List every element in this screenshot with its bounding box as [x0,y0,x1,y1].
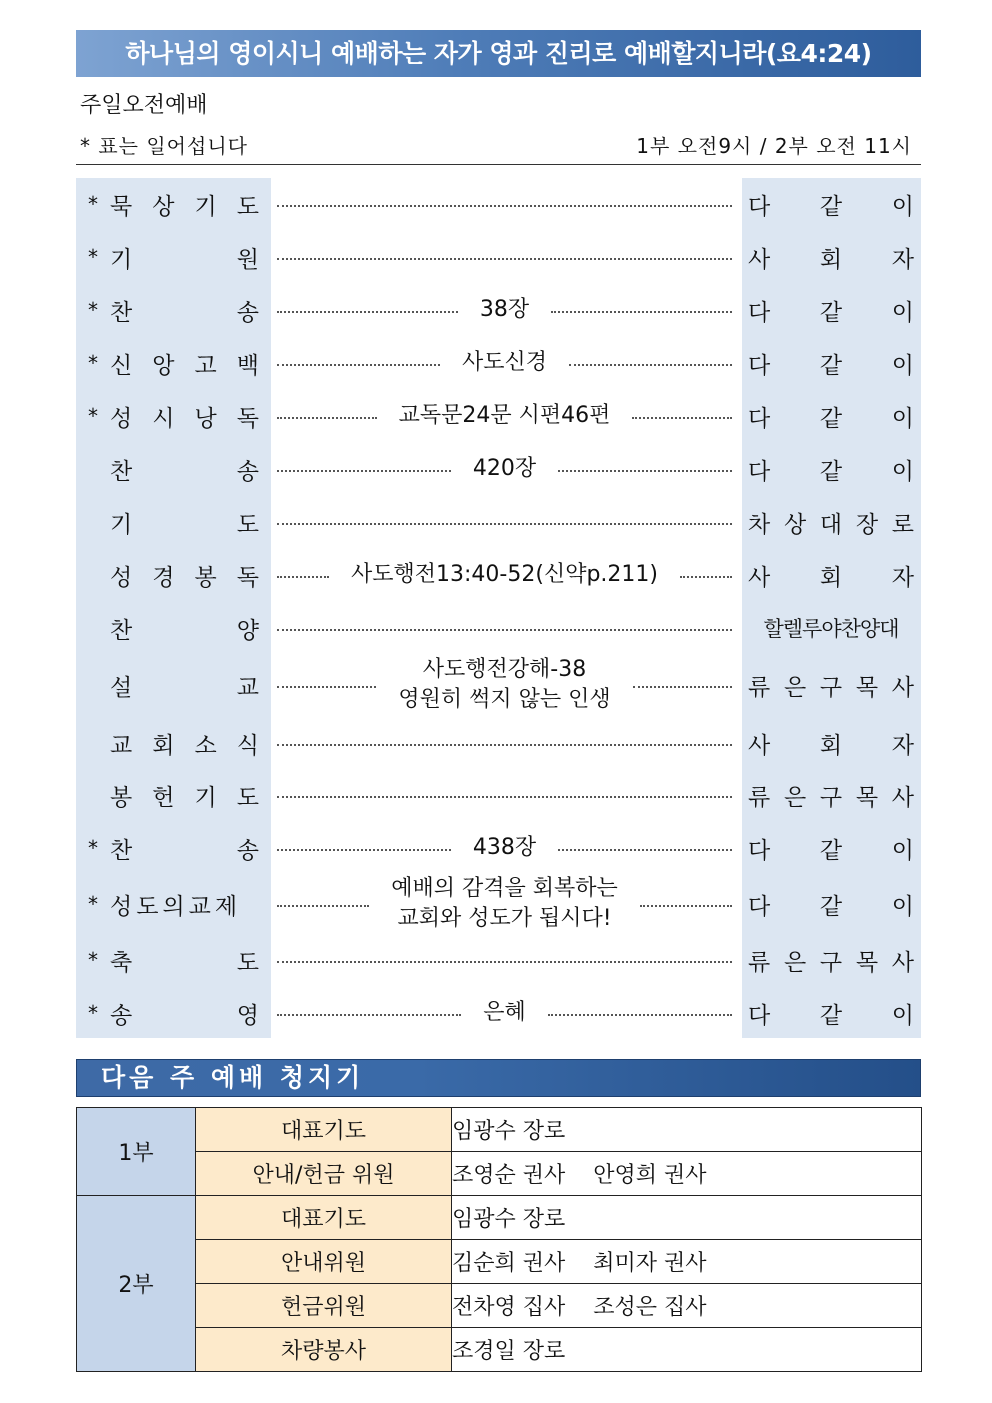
glyph: 차 [748,511,771,538]
person-cell: 김순희 권사 최미자 권사 [452,1240,922,1284]
person-cell: 전차영 집사 조성은 집사 [452,1284,922,1328]
glyph: 이 [891,837,914,864]
order-item [76,182,921,226]
item-label [110,559,271,592]
item-leader [748,241,914,274]
order-item [76,655,921,715]
item-content [271,454,736,484]
glyph: 장 [855,511,879,538]
stand-marker: * [88,948,98,972]
glyph: 다 [748,1002,771,1029]
glyph: 설 [110,674,133,701]
glyph: 사 [748,564,771,591]
content-text: 사도신경 [462,350,548,375]
glyph: 묵 [110,193,133,220]
person-cell: 임광수 장로 [452,1108,922,1152]
item-label [110,400,271,433]
content-line: 예배의 감격을 회복하는 [391,876,618,901]
glyph: 경 [152,564,175,591]
glyph: 원 [236,246,259,273]
glyph: 교 [110,732,133,759]
glyph: 상 [783,511,807,538]
glyph: 앙 [152,352,175,379]
service-name: 주일오전예배 [80,93,208,118]
glyph: 기 [110,246,133,273]
glyph: 기 [110,511,133,538]
order-item [76,606,921,650]
glyph: 회 [819,246,843,273]
item-label [110,453,271,486]
item-label [110,997,271,1030]
item-leader [748,832,914,865]
item-leader [748,506,914,539]
item-leader [748,997,914,1030]
item-content [271,560,736,590]
part-label: 2부 [77,1196,196,1372]
glyph: 성 [110,564,133,591]
stand-note: * 표는 일어섭니다 [80,134,248,158]
glyph: 다 [748,405,771,432]
glyph: 사 [748,732,771,759]
glyph: 송 [110,1002,133,1029]
item-content [271,348,736,378]
person-cell: 조영순 권사 안영희 권사 [452,1152,922,1196]
stand-marker: * [88,351,98,375]
leader-dots [277,905,369,907]
leader-dots [551,311,732,313]
item-leader [748,669,914,702]
glyph: 이 [891,405,914,432]
item-content [271,655,736,715]
glyph: 기 [194,784,217,811]
leader-dots [277,744,732,746]
item-content [271,833,736,863]
content-line: 교회와 성도가 됩시다! [397,906,612,931]
service-times: 1부 오전9시 / 2부 오전 11시 [636,134,912,158]
glyph: 헌 [152,784,175,811]
item-label [110,669,271,702]
leader-dots [277,417,377,419]
glyph: 찬 [110,299,133,326]
order-item [76,773,921,817]
glyph: 이 [891,893,914,920]
glyph: 구 [819,949,843,976]
role-cell: 대표기도 [196,1108,452,1152]
leader-dots [277,470,451,472]
part-label: 1부 [77,1108,196,1196]
glyph: 이 [891,458,914,485]
order-item [76,553,921,597]
glyph: 목 [855,949,879,976]
item-label [110,188,271,221]
glyph: 자 [891,732,914,759]
item-leader [748,944,914,977]
glyph: 낭 [194,405,217,432]
glyph: 다 [748,352,771,379]
glyph: 양 [236,617,259,644]
glyph: 제 [214,893,238,920]
glyph: 의 [162,893,185,920]
item-content [271,998,736,1028]
glyph: 이 [891,1002,914,1029]
glyph: 다 [748,893,771,920]
stand-marker: * [88,1001,98,1025]
stand-marker: * [88,192,98,216]
leader-dots [558,470,732,472]
order-item [76,876,921,932]
glyph: 로 [891,511,914,538]
leader-dots [277,796,732,798]
content-text: 438장 [472,835,537,860]
glyph: 다 [748,299,771,326]
leader-dots [277,1014,461,1016]
leader-dots [277,311,458,313]
stand-marker: * [88,245,98,269]
order-item [76,288,921,332]
glyph: 성 [110,893,133,920]
item-label [110,944,271,977]
glyph: 자 [891,564,914,591]
role-cell: 헌금위원 [196,1284,452,1328]
glyph: 송 [236,837,259,864]
glyph: 교 [188,893,211,920]
item-content [271,740,736,746]
leader-dots [277,961,732,963]
content-text: 은혜 [483,1000,526,1025]
leader-dots [277,686,376,688]
glyph: 축 [110,949,133,976]
leader-dots [277,849,451,851]
item-leader [748,400,914,433]
order-item [76,721,921,765]
item-label [110,832,271,865]
item-content [271,874,736,934]
role-cell: 대표기도 [196,1196,452,1240]
order-item [76,991,921,1035]
item-label [110,294,271,327]
person-cell: 임광수 장로 [452,1196,922,1240]
order-item [76,341,921,385]
glyph: 영 [236,1002,259,1029]
glyph: 성 [110,405,133,432]
item-leader [748,727,914,760]
glyph: 같 [819,837,843,864]
table-row [77,1196,922,1240]
item-content [271,792,736,798]
order-item [76,447,921,491]
order-item [76,826,921,870]
item-label [110,612,271,645]
leader-dots [277,629,732,631]
glyph: 이 [891,352,914,379]
glyph: 시 [152,405,175,432]
table-row [77,1328,922,1372]
item-label [110,241,271,274]
leader-dots [277,205,732,207]
glyph: 도 [236,193,259,220]
glyph: 도 [136,893,159,920]
item-leader [748,294,914,327]
item-label [110,727,271,760]
glyph: 목 [855,784,879,811]
glyph: 류 [748,674,771,701]
content-text: 교독문24문 시편46편 [398,403,611,428]
order-item [76,500,921,544]
table-row [77,1152,922,1196]
item-content [271,519,736,525]
item-content [271,254,736,260]
glyph: 독 [236,405,259,432]
item-content [271,401,736,431]
role-cell: 안내/헌금 위원 [196,1152,452,1196]
glyph: 이 [891,299,914,326]
glyph: 목 [855,674,879,701]
glyph: 식 [236,732,259,759]
glyph: 회 [819,732,843,759]
order-item [76,938,921,982]
table-row [77,1108,922,1152]
glyph: 대 [819,511,843,538]
glyph: 같 [819,299,843,326]
item-content [271,201,736,207]
item-leader [748,888,914,921]
glyph: 같 [819,193,843,220]
content-text: 사도행전13:40-52(신약p.211) [351,562,658,587]
glyph: 상 [152,193,175,220]
role-cell: 차량봉사 [196,1328,452,1372]
glyph: 자 [891,246,914,273]
item-label [110,347,271,380]
table-row [77,1284,922,1328]
glyph: 송 [236,458,259,485]
glyph: 구 [819,784,843,811]
content-text [376,655,632,715]
leader-dots [558,849,732,851]
item-label [110,506,271,539]
glyph: 다 [748,458,771,485]
item-content [271,625,736,631]
glyph: 같 [819,458,843,485]
glyph: 찬 [110,458,133,485]
content-text [369,874,640,934]
content-line: 사도행전강해-38 [422,657,587,682]
order-item [76,394,921,438]
glyph: 류 [748,949,771,976]
glyph: 사 [891,949,914,976]
role-cell: 안내위원 [196,1240,452,1284]
item-leader [748,779,914,812]
person-cell: 조경일 장로 [452,1328,922,1372]
glyph: 다 [748,193,771,220]
leader-dots [277,523,732,525]
glyph: 찬 [110,837,133,864]
content-text: 38장 [479,297,530,322]
glyph: 같 [819,352,843,379]
glyph: 은 [783,674,807,701]
glyph: 이 [891,193,914,220]
glyph: 은 [783,784,807,811]
glyph: 사 [748,246,771,273]
item-content [271,957,736,963]
item-leader [748,188,914,221]
glyph: 다 [748,837,771,864]
header-divider [76,164,921,165]
glyph: 도 [236,949,259,976]
glyph: 같 [819,405,843,432]
stand-marker: * [88,836,98,860]
table-row [77,1240,922,1284]
stand-marker: * [88,892,98,916]
glyph: 회 [152,732,175,759]
leader-dots [277,576,329,578]
content-line: 영원히 썩지 않는 인생 [398,687,611,712]
glyph: 기 [194,193,217,220]
stand-marker: * [88,404,98,428]
order-item [76,235,921,279]
item-leader [748,453,914,486]
glyph: 백 [236,352,259,379]
glyph: 사 [891,674,914,701]
glyph: 송 [236,299,259,326]
glyph: 같 [819,893,843,920]
glyph: 은 [783,949,807,976]
item-leader: 할렐루야찬양대 [763,617,899,641]
glyph: 봉 [110,784,133,811]
item-leader [748,559,914,592]
header-banner: 하나님의 영이시니 예배하는 자가 영과 진리로 예배할지니라(요4:24) [76,30,921,77]
stand-marker: * [88,298,98,322]
item-content [271,295,736,325]
glyph: 사 [891,784,914,811]
next-week-title: 다음 주 예배 청지기 [76,1059,921,1097]
leader-dots [277,364,440,366]
leader-dots [277,258,732,260]
glyph: 류 [748,784,771,811]
glyph: 독 [236,564,259,591]
leader-dots [633,686,732,688]
glyph: 같 [819,1002,843,1029]
glyph: 신 [110,352,133,379]
leader-dots [640,905,732,907]
glyph: 회 [819,564,843,591]
item-leader [748,347,914,380]
leader-dots [632,417,732,419]
leader-dots [548,1014,732,1016]
item-label [110,779,271,812]
glyph: 봉 [194,564,217,591]
content-text: 420장 [472,456,537,481]
glyph: 찬 [110,617,133,644]
glyph: 도 [236,511,259,538]
leader-dots [680,576,732,578]
leader-dots [569,364,732,366]
glyph: 고 [194,352,217,379]
next-week-table [76,1107,922,1372]
glyph: 구 [819,674,843,701]
item-label [110,888,271,921]
glyph: 소 [194,732,217,759]
glyph: 교 [236,674,259,701]
glyph: 도 [236,784,259,811]
